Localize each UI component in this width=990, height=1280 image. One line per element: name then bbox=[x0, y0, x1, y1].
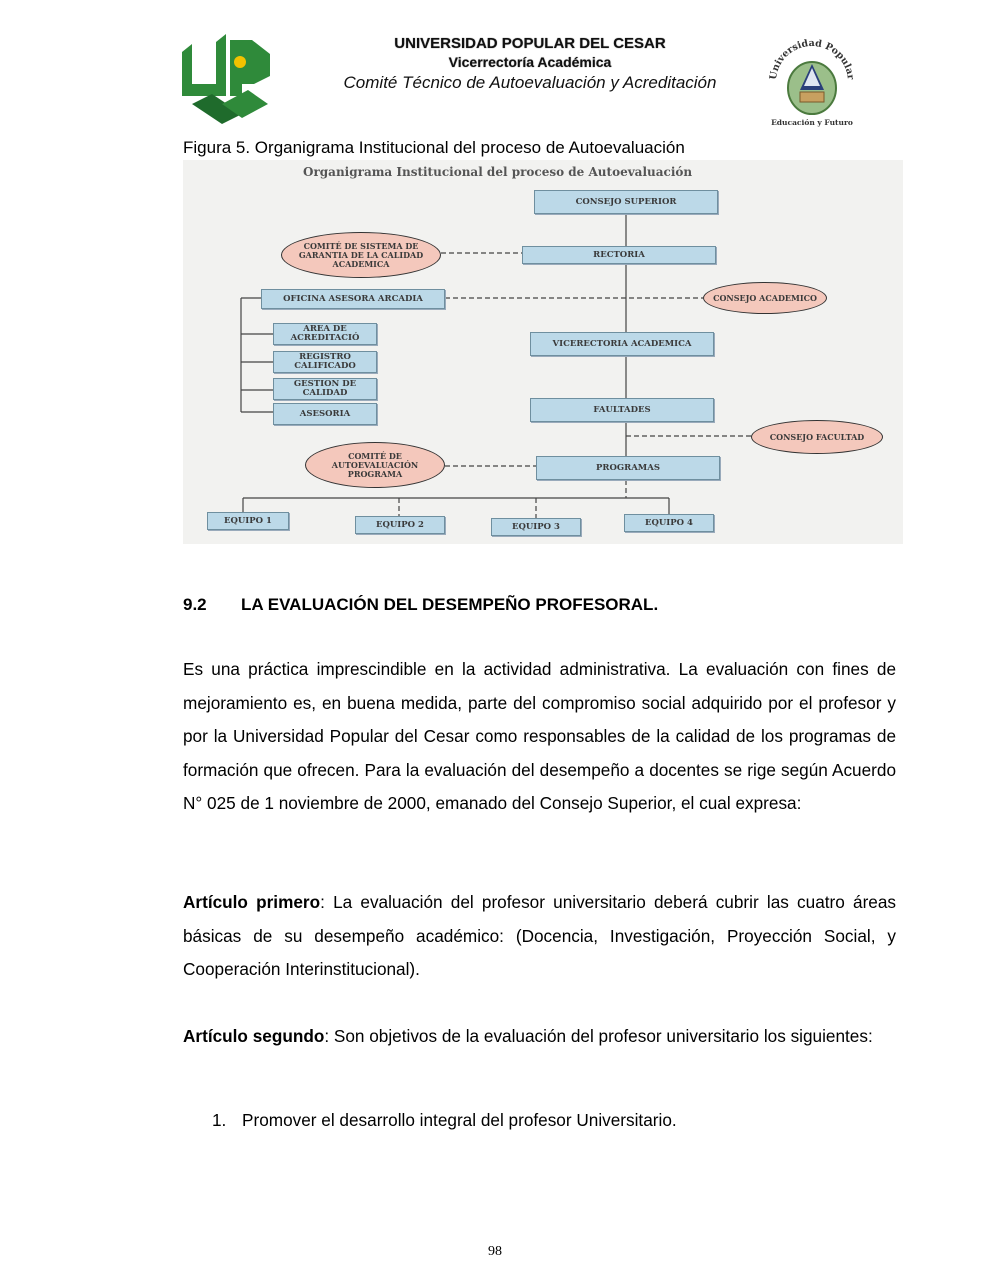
box-equipo-4: EQUIPO 4 bbox=[624, 514, 714, 532]
articulo-segundo-text: : Son objetivos de la evaluación del profesor universitario los siguientes: bbox=[324, 1026, 873, 1046]
ellipse-comite-autoevaluacion: COMITÉ DE AUTOEVALUACIÓN PROGRAMA bbox=[305, 442, 445, 488]
articulo-primero-text: : La evaluación del profesor universitario deberá cubrir las cuatro áreas básicas de su desempeño académico: (Docencia, Investigación, Proyección Social, y Cooperación Interinstitucional). bbox=[183, 892, 897, 979]
box-vicerrectoria: VICERECTORIA ACADEMICA bbox=[530, 332, 714, 356]
page-number: 98 bbox=[488, 1244, 502, 1259]
organigram-title: Organigrama Institucional del proceso de Autoevaluación bbox=[303, 165, 693, 179]
box-area-acreditacion: AREA DE ACREDITACIÓ bbox=[273, 323, 377, 345]
section-number: 9.2 bbox=[183, 595, 207, 614]
section-heading bbox=[183, 595, 658, 615]
list-item bbox=[212, 1104, 677, 1138]
committee-name: Comité Técnico de Autoevaluación y Acreditación bbox=[343, 73, 717, 92]
box-equipo-3: EQUIPO 3 bbox=[491, 518, 581, 536]
list-item-number: 1. bbox=[212, 1110, 227, 1130]
box-registro-calificado: REGISTRO CALIFICADO bbox=[273, 351, 377, 373]
section-title: LA EVALUACIÓN DEL DESEMPEÑO PROFESORAL. bbox=[241, 595, 659, 614]
box-equipo-1: EQUIPO 1 bbox=[207, 512, 289, 530]
office-name: Vicerrectoría Académica bbox=[448, 54, 612, 70]
box-consejo-superior: CONSEJO SUPERIOR bbox=[534, 190, 718, 214]
university-name: UNIVERSIDAD POPULAR DEL CESAR bbox=[394, 35, 666, 52]
box-rectoria: RECTORIA bbox=[522, 246, 716, 264]
box-programas: PROGRAMAS bbox=[536, 456, 720, 480]
paragraph-articulo-primero bbox=[183, 886, 896, 987]
seal-arc-text: Universidad Popular bbox=[767, 37, 856, 81]
articulo-primero-label: Artículo primero bbox=[183, 892, 321, 912]
organigram bbox=[183, 160, 903, 544]
box-equipo-2: EQUIPO 2 bbox=[355, 516, 445, 534]
box-oficina-arcadia: OFICINA ASESORA ARCADIA bbox=[261, 289, 445, 309]
articulo-segundo-label: Artículo segundo bbox=[183, 1026, 325, 1046]
list-item-text: Promover el desarrollo integral del profesor Universitario. bbox=[242, 1110, 677, 1130]
box-gestion-calidad: GESTION DE CALIDAD bbox=[273, 378, 377, 400]
ellipse-consejo-facultad: CONSEJO FACULTAD bbox=[751, 420, 883, 454]
box-facultades: FAULTADES bbox=[530, 398, 714, 422]
ellipse-comite-sistema-garantia: COMITÉ DE SISTEMA DE GARANTIA DE LA CALIDAD ACADEMICA bbox=[281, 232, 441, 278]
figure-caption: Figura 5. Organigrama Institucional del proceso de Autoevaluación bbox=[183, 138, 685, 157]
seal-motto: Educación y Futuro bbox=[771, 118, 853, 127]
box-asesoria: ASESORIA bbox=[273, 403, 377, 425]
ellipse-consejo-academico: CONSEJO ACADEMICO bbox=[703, 282, 827, 314]
paragraph-articulo-segundo bbox=[183, 1020, 896, 1054]
university-seal bbox=[764, 30, 860, 130]
paragraph-intro: Es una práctica imprescindible en la actividad administrativa. La evaluación con fines de mejoramiento es, en buena medida, parte del compromiso social adquirido por el profesor y por la Universidad Popular del Cesar como responsables de la calidad de los programas de formación que ofrecen. Para la evaluación del desempeño a docentes se rige según Acuerdo N° 025 de 1 noviembre de 2000, emanado del Consejo Superior, el cual expresa: bbox=[183, 659, 896, 813]
